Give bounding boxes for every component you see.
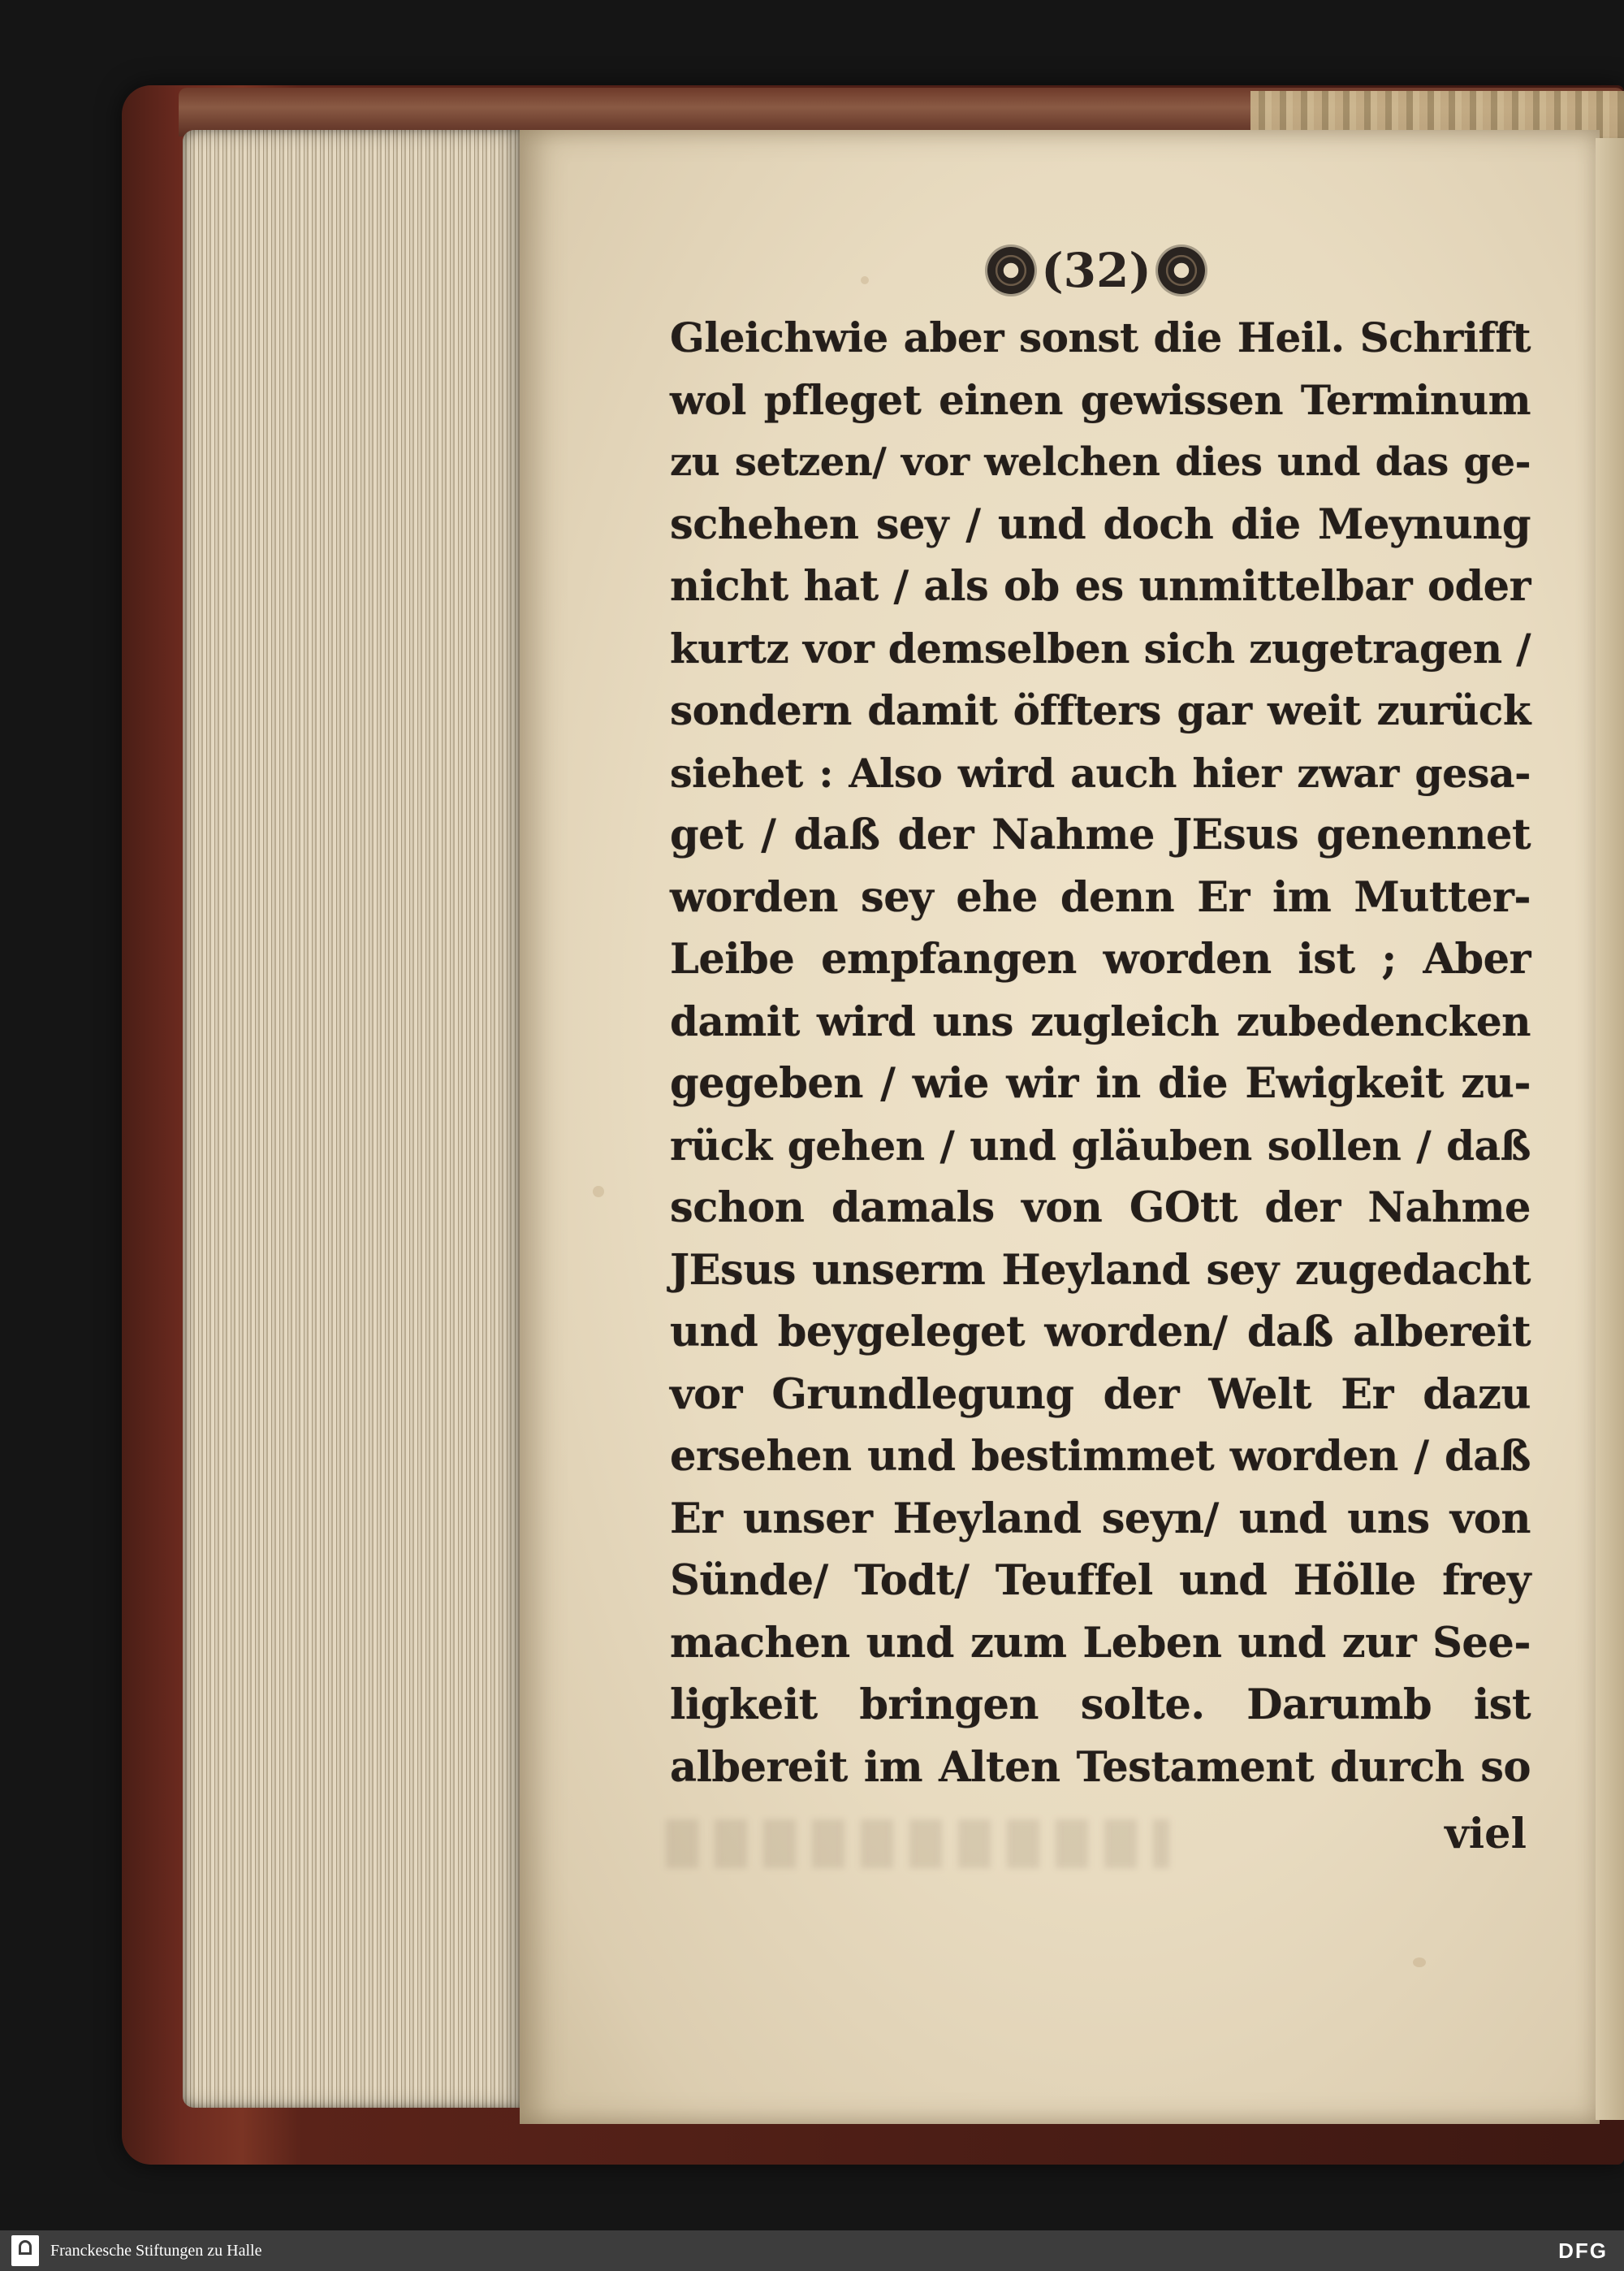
text-line: sondern damit öffters gar weit zurück xyxy=(670,686,1531,734)
institution-logo-icon xyxy=(11,2235,39,2266)
rosette-ornament-icon xyxy=(1158,247,1205,294)
foxing-spot xyxy=(861,276,869,284)
dfg-logo: DFG xyxy=(1558,2238,1608,2263)
text-line: gegeben / wie wir in die Ewigkeit zu- xyxy=(670,1059,1531,1108)
text-line: siehet : Also wird auch hier zwar gesa- xyxy=(670,749,1531,797)
text-line: nicht hat / als ob es unmittelbar oder xyxy=(670,562,1531,611)
rosette-ornament-icon xyxy=(987,247,1034,294)
page-right-edge xyxy=(1596,138,1624,2120)
text-line: machen und zum Leben und zur See- xyxy=(670,1618,1531,1668)
page-header xyxy=(978,242,1214,299)
foxing-spot xyxy=(593,1186,604,1197)
footer-bar xyxy=(0,2230,1624,2271)
text-line: damit wird uns zugleich zubedencken xyxy=(670,997,1531,1045)
text-line: ligkeit bringen solte. Darumb ist xyxy=(670,1681,1531,1729)
text-line: Gleichwie aber sonst die Heil. Schrifft xyxy=(670,314,1531,361)
text-line: schon damals von GOtt der Nahme xyxy=(670,1183,1531,1232)
text-line: wol pfleget einen gewissen Terminum xyxy=(670,375,1531,424)
text-line: rück gehen / und gläuben sollen / daß xyxy=(670,1121,1531,1170)
text-line: albereit im Alten Testament durch so xyxy=(670,1742,1531,1792)
show-through-ink xyxy=(666,1819,1169,1868)
text-line: get / daß der Nahme JEsus genennet xyxy=(670,811,1531,859)
catchword: viel xyxy=(1445,1810,1527,1858)
text-line: zu setzen/ vor welchen dies und das ge- xyxy=(670,439,1531,485)
foxing-spot xyxy=(1413,1957,1426,1967)
text-line: kurtz vor demselben sich zugetragen / xyxy=(670,624,1531,673)
page-number: (32) xyxy=(1041,243,1151,298)
text-line: Sünde/ Todt/ Teuffel und Hölle frey xyxy=(670,1556,1531,1605)
text-line: Leibe empfangen worden ist ; Aber xyxy=(670,935,1531,984)
text-line: und beygeleget worden/ daß albereit xyxy=(670,1308,1531,1356)
text-line: schehen sey / und doch die Meynung xyxy=(670,500,1531,549)
text-line: JEsus unserm Heyland sey zugedacht xyxy=(670,1245,1531,1295)
institution-name: Franckesche Stiftungen zu Halle xyxy=(50,2241,262,2260)
text-line: Er unser Heyland seyn/ und uns von xyxy=(670,1494,1531,1543)
text-line: worden sey ehe denn Er im Mutter- xyxy=(670,872,1531,922)
page-fore-edge xyxy=(183,130,524,2108)
text-line: vor Grundlegung der Welt Er dazu xyxy=(670,1369,1531,1419)
text-line: ersehen und bestimmet worden / daß xyxy=(670,1432,1531,1481)
text-block xyxy=(670,307,1531,1867)
